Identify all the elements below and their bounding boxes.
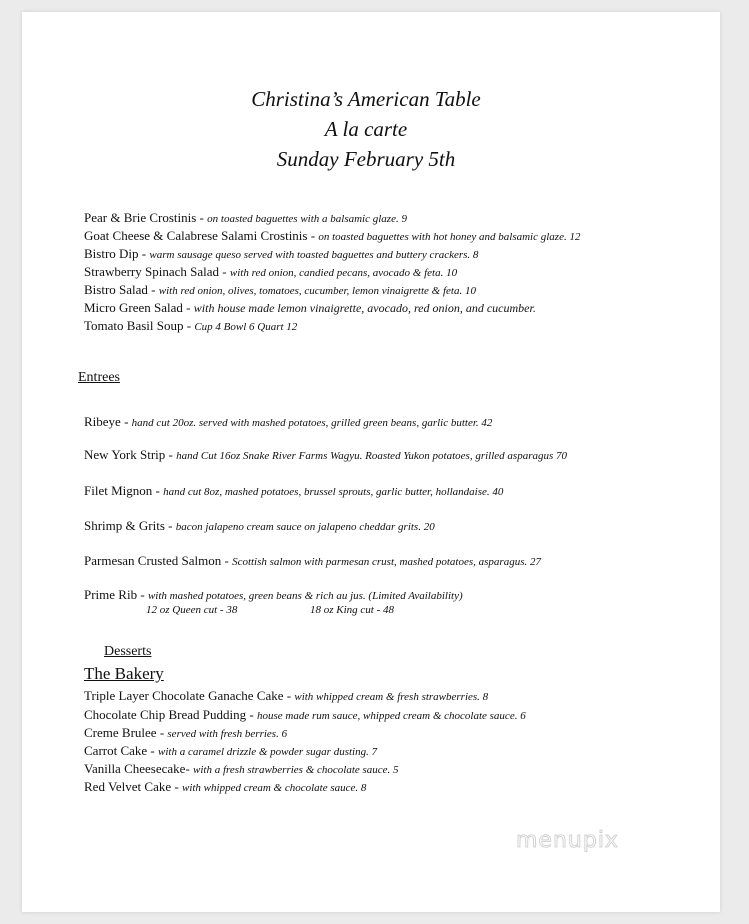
item-name: Creme Brulee bbox=[84, 725, 157, 740]
item-description: with whipped cream & chocolate sauce. 8 bbox=[181, 782, 367, 794]
item-description: with red onion, olives, tomatoes, cucumber, lemon vinaigrette & feta. 10 bbox=[158, 285, 476, 297]
item-description: warm sausage queso served with toasted baguettes and buttery crackers. 8 bbox=[149, 249, 479, 261]
item-description: with mashed potatoes, green beans & rich au jus. (Limited Availability) bbox=[147, 590, 463, 602]
item-name: Red Velvet Cake bbox=[84, 779, 172, 794]
desserts-heading: Desserts bbox=[104, 644, 152, 659]
item-name: Ribeye bbox=[84, 414, 121, 429]
menu-item: Bistro Dip - warm sausage queso served with toasted baguettes and buttery crackers. 8 bbox=[84, 246, 479, 261]
item-name: Shrimp & Grits bbox=[84, 518, 165, 533]
item-description: hand cut 8oz, mashed potatoes, brussel sprouts, garlic butter, hollandaise. 40 bbox=[163, 486, 504, 498]
item-name: Goat Cheese & Calabrese Salami Crostinis bbox=[84, 228, 308, 243]
menu-item: Prime Rib - with mashed potatoes, green beans & rich au jus. (Limited Availability) bbox=[84, 587, 463, 602]
menu-item: Red Velvet Cake - with whipped cream & chocolate sauce. 8 bbox=[84, 779, 367, 794]
item-description: with a fresh strawberries & chocolate sauce. 5 bbox=[193, 764, 399, 776]
item-description: hand Cut 16oz Snake River Farms Wagyu. Roasted Yukon potatoes, grilled asparagus 70 bbox=[176, 450, 568, 462]
item-name: Carrot Cake bbox=[84, 743, 148, 758]
item-description: Scottish salmon with parmesan crust, mashed potatoes, asparagus. 27 bbox=[232, 556, 541, 568]
menu-date: Sunday February 5th bbox=[276, 147, 456, 171]
item-description: on toasted baguettes with hot honey and balsamic glaze. 12 bbox=[318, 231, 581, 243]
item-name: Pear & Brie Crostinis bbox=[84, 210, 197, 225]
item-description: with whipped cream & fresh strawberries. 8 bbox=[294, 691, 489, 703]
item-description: with house made lemon vinaigrette, avocado, red onion, and cucumber. bbox=[193, 301, 536, 315]
menu-item: Filet Mignon - hand cut 8oz, mashed potatoes, brussel sprouts, garlic butter, hollandaise. 40 bbox=[84, 483, 504, 498]
menu-item: Bistro Salad - with red onion, olives, tomatoes, cucumber, lemon vinaigrette & feta. 10 bbox=[84, 282, 476, 297]
menu-item: Ribeye - hand cut 20oz. served with mashed potatoes, grilled green beans, garlic butter. 42 bbox=[84, 414, 493, 429]
menu-item: Parmesan Crusted Salmon - Scottish salmon with parmesan crust, mashed potatoes, asparagus. 27 bbox=[84, 553, 541, 568]
item-description: with a caramel drizzle & powder sugar dusting. 7 bbox=[158, 746, 378, 758]
menu-item: Creme Brulee - served with fresh berries. 6 bbox=[84, 725, 288, 740]
item-description: on toasted baguettes with a balsamic glaze. 9 bbox=[207, 213, 407, 225]
item-name: Parmesan Crusted Salmon bbox=[84, 553, 222, 568]
item-name: Bistro Salad bbox=[84, 282, 148, 297]
menu-item: Chocolate Chip Bread Pudding - house made rum sauce, whipped cream & chocolate sauce. 6 bbox=[84, 707, 526, 722]
item-name: Prime Rib bbox=[84, 587, 138, 602]
item-name: Triple Layer Chocolate Ganache Cake bbox=[84, 688, 284, 703]
menu-item: Tomato Basil Soup - Cup 4 Bowl 6 Quart 12 bbox=[84, 318, 298, 333]
item-name: Filet Mignon bbox=[84, 483, 153, 498]
item-name: Micro Green Salad bbox=[84, 300, 183, 315]
menu-item: Carrot Cake - with a caramel drizzle & powder sugar dusting. 7 bbox=[84, 743, 378, 758]
item-name: Tomato Basil Soup bbox=[84, 318, 184, 333]
item-description: house made rum sauce, whipped cream & chocolate sauce. 6 bbox=[256, 710, 526, 722]
bakery-heading: The Bakery bbox=[84, 664, 164, 683]
menu-item: Goat Cheese & Calabrese Salami Crostinis - on toasted baguettes with hot honey and balsamic glaze. 12 bbox=[84, 228, 581, 243]
menu-type: A la carte bbox=[324, 117, 408, 141]
prime-rib-queen-cut: 12 oz Queen cut - 38 bbox=[146, 604, 238, 616]
watermark-logo: menupix bbox=[516, 828, 619, 853]
item-description: served with fresh berries. 6 bbox=[167, 728, 288, 740]
menu-item: Micro Green Salad - with house made lemon vinaigrette, avocado, red onion, and cucumber. bbox=[84, 300, 536, 315]
menu-item: Pear & Brie Crostinis - on toasted baguettes with a balsamic glaze. 9 bbox=[84, 210, 407, 225]
menu-item: Triple Layer Chocolate Ganache Cake - with whipped cream & fresh strawberries. 8 bbox=[84, 688, 489, 703]
item-name: Chocolate Chip Bread Pudding bbox=[84, 707, 247, 722]
item-description: with red onion, candied pecans, avocado & feta. 10 bbox=[229, 267, 458, 279]
item-description: hand cut 20oz. served with mashed potatoes, grilled green beans, garlic butter. 42 bbox=[131, 417, 493, 429]
menu-item: Strawberry Spinach Salad - with red onion, candied pecans, avocado & feta. 10 bbox=[84, 264, 458, 279]
item-name: Strawberry Spinach Salad bbox=[84, 264, 220, 279]
entrees-heading: Entrees bbox=[78, 370, 120, 385]
menu-item: Vanilla Cheesecake- with a fresh strawberries & chocolate sauce. 5 bbox=[84, 761, 399, 776]
prime-rib-king-cut: 18 oz King cut - 48 bbox=[310, 604, 395, 616]
menu-item: New York Strip - hand Cut 16oz Snake River Farms Wagyu. Roasted Yukon potatoes, grilled asparagus 70 bbox=[84, 447, 568, 462]
item-name: Bistro Dip bbox=[84, 246, 139, 261]
item-name: Vanilla Cheesecake bbox=[84, 761, 186, 776]
item-description: Cup 4 Bowl 6 Quart 12 bbox=[194, 321, 298, 333]
menu-item: Shrimp & Grits - bacon jalapeno cream sauce on jalapeno cheddar grits. 20 bbox=[84, 518, 435, 533]
menu-header bbox=[22, 84, 710, 174]
menu-page bbox=[22, 12, 720, 912]
item-name: New York Strip bbox=[84, 447, 166, 462]
restaurant-name: Christina’s American Table bbox=[251, 87, 481, 111]
item-description: bacon jalapeno cream sauce on jalapeno cheddar grits. 20 bbox=[175, 521, 435, 533]
